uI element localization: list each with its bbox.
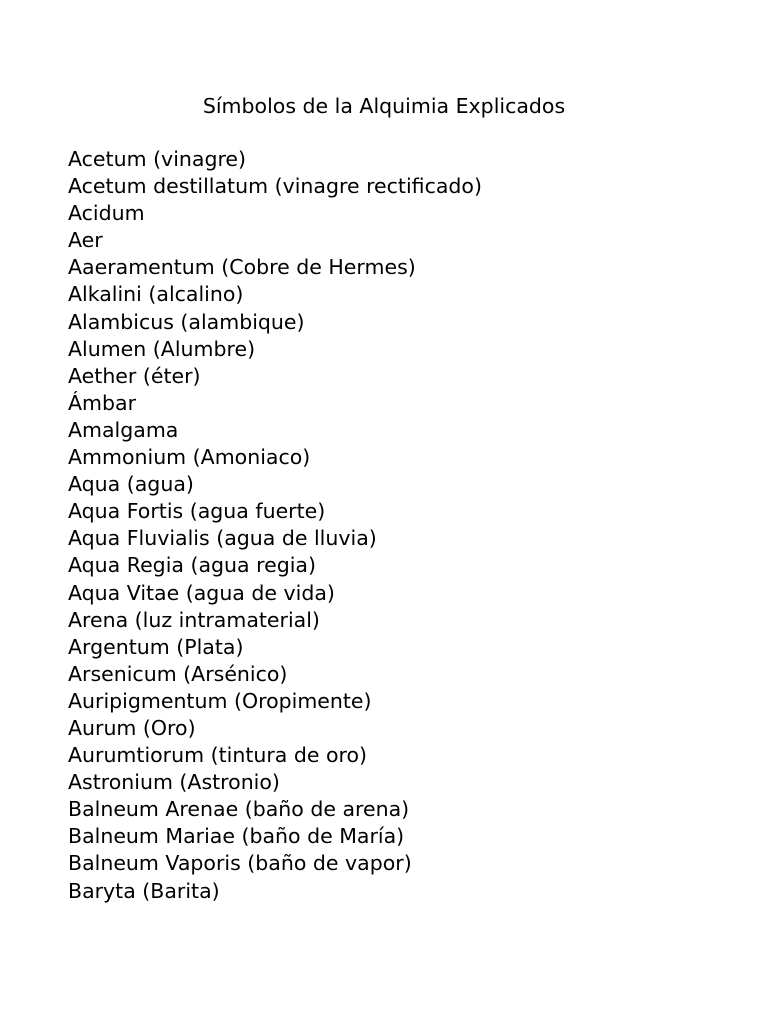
list-item: Ámbar [68, 390, 136, 415]
list-item: Aqua Regia (agua regia) [68, 553, 316, 578]
list-item: Aether (éter) [68, 363, 201, 388]
list-item: Balneum Mariae (baño de María) [68, 824, 405, 849]
list-item: Acetum destillatum (vinagre rectificado) [68, 174, 482, 199]
list-item: Arena (luz intramaterial) [68, 607, 320, 632]
list-item: Balneum Arenae (baño de arena) [68, 797, 410, 822]
document-title: Símbolos de la Alquimia Explicados [202, 94, 566, 118]
list-item: Aer [68, 228, 103, 253]
list-item: Alkalini (alcalino) [68, 282, 244, 307]
list-item: Aqua Fortis (agua fuerte) [68, 499, 326, 524]
list-item: Acidum [68, 201, 145, 226]
list-item: Auripigmentum (Oropimente) [68, 688, 372, 713]
list-item: Aurum (Oro) [68, 715, 196, 740]
list-item: Alumen (Alumbre) [68, 336, 256, 361]
list-item: Baryta (Barita) [68, 878, 220, 903]
list-item: Aaeramentum (Cobre de Hermes) [68, 255, 416, 280]
list-item: Balneum Vaporis (baño de vapor) [68, 851, 412, 876]
list-item: Alambicus (alambique) [68, 309, 305, 334]
list-item: Astronium (Astronio) [68, 770, 280, 795]
list-item: Amalgama [68, 417, 179, 442]
list-item: Arsenicum (Arsénico) [68, 661, 288, 686]
list-item: Aqua (agua) [68, 472, 194, 497]
entry-list [68, 146, 482, 905]
list-item: Ammonium (Amoniaco) [68, 445, 311, 470]
list-item: Acetum (vinagre) [68, 147, 247, 171]
list-item: Argentum (Plata) [68, 634, 244, 659]
list-item: Aqua Fluvialis (agua de lluvia) [68, 526, 377, 551]
list-item: Aurumtiorum (tintura de oro) [68, 743, 368, 768]
list-item: Aqua Vitae (agua de vida) [68, 580, 335, 605]
